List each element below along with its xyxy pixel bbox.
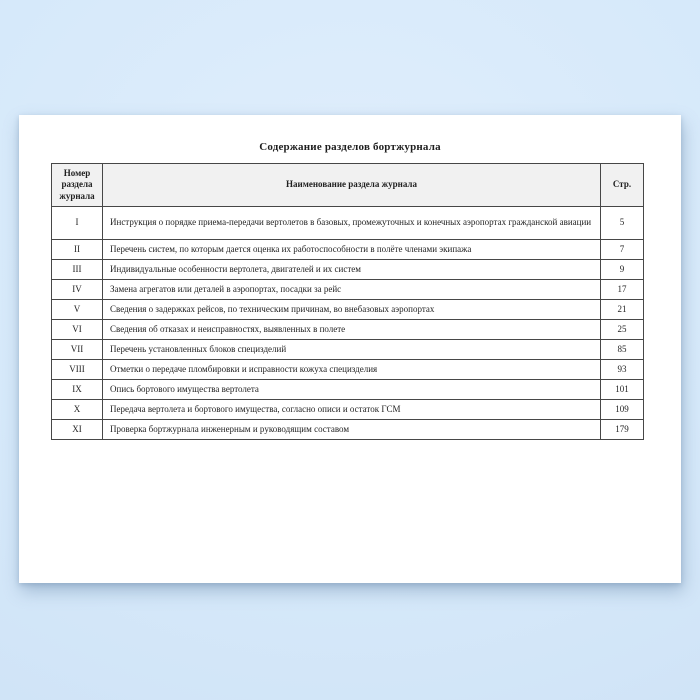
section-name-cell: Сведения о задержках рейсов, по техническим причинам, во внебазовых аэропортах: [103, 300, 601, 320]
table-body: [52, 207, 644, 440]
page-number-cell: 179: [601, 420, 644, 440]
section-number-cell: VIII: [52, 360, 103, 380]
header-page-number: Стр.: [601, 164, 644, 207]
table-row: [52, 260, 644, 280]
section-name-cell: Передача вертолета и бортового имущества, согласно описи и остаток ГСМ: [103, 400, 601, 420]
section-name-cell: Перечень установленных блоков специзделий: [103, 340, 601, 360]
page-number-cell: 7: [601, 240, 644, 260]
page-number-cell: 25: [601, 320, 644, 340]
section-name-cell: Сведения об отказах и неисправностях, выявленных в полете: [103, 320, 601, 340]
table-row: [52, 380, 644, 400]
table-row: [52, 420, 644, 440]
table-row: [52, 400, 644, 420]
table-row: [52, 280, 644, 300]
section-name-cell: Проверка бортжурнала инженерным и руководящим составом: [103, 420, 601, 440]
contents-table: [51, 163, 644, 440]
table-row: [52, 320, 644, 340]
table-row: [52, 240, 644, 260]
page-number-cell: 109: [601, 400, 644, 420]
section-name-cell: Отметки о передаче пломбировки и исправности кожуха специзделия: [103, 360, 601, 380]
header-section-number: Номер раздела журнала: [52, 164, 103, 207]
section-number-cell: V: [52, 300, 103, 320]
section-number-cell: III: [52, 260, 103, 280]
page-number-cell: 5: [601, 207, 644, 240]
section-number-cell: IX: [52, 380, 103, 400]
section-name-cell: Опись бортового имущества вертолета: [103, 380, 601, 400]
table-row: [52, 360, 644, 380]
document-page: [19, 115, 681, 583]
page-number-cell: 21: [601, 300, 644, 320]
section-name-cell: Замена агрегатов или деталей в аэропортах, посадки за рейс: [103, 280, 601, 300]
section-name-cell: Индивидуальные особенности вертолета, двигателей и их систем: [103, 260, 601, 280]
section-number-cell: IV: [52, 280, 103, 300]
table-row: [52, 340, 644, 360]
table-row: [52, 300, 644, 320]
section-number-cell: II: [52, 240, 103, 260]
page-number-cell: 101: [601, 380, 644, 400]
header-section-name: Наименование раздела журнала: [103, 164, 601, 207]
section-number-cell: X: [52, 400, 103, 420]
section-name-cell: Перечень систем, по которым дается оценка их работоспособности в полёте членами экипажа: [103, 240, 601, 260]
section-number-cell: VII: [52, 340, 103, 360]
section-number-cell: I: [52, 207, 103, 240]
section-name-cell: Инструкция о порядке приема-передачи вертолетов в базовых, промежуточных и конечных аэропортах гражданской авиации: [103, 207, 601, 240]
section-number-cell: VI: [52, 320, 103, 340]
page-number-cell: 17: [601, 280, 644, 300]
table-header-row: [52, 164, 644, 207]
document-title: Содержание разделов бортжурнала: [259, 141, 441, 153]
page-number-cell: 93: [601, 360, 644, 380]
section-number-cell: XI: [52, 420, 103, 440]
page-number-cell: 9: [601, 260, 644, 280]
page-number-cell: 85: [601, 340, 644, 360]
table-row: [52, 207, 644, 240]
